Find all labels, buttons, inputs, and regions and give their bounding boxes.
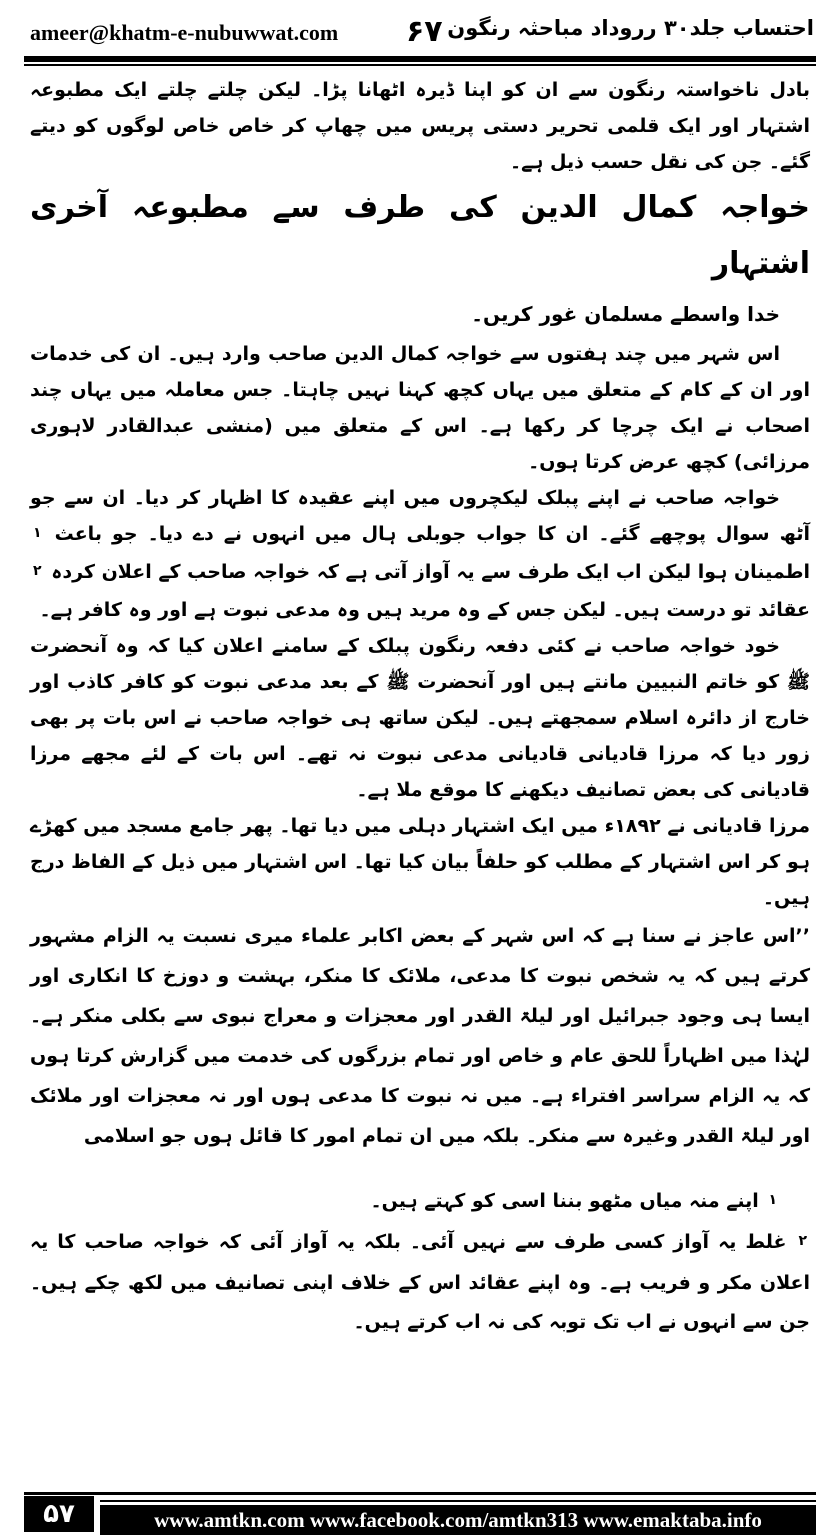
paragraph-2-part-a: خواجہ صاحب نے اپنے پبلک لیکچروں میں اپنے عقیدہ کا اظہار کر دیا۔ ان سے جو آٹھ سوال پوچھے گئے۔ ان کا جواب جوبلی ہال میں انہوں نے دے دیا۔ جو باعث [30,487,810,545]
footer-rule-top [24,1492,816,1495]
footnote-2-mark: ۲ [798,1233,807,1249]
page-body [30,72,810,1342]
footer-page-number: ۵۷ [24,1496,94,1532]
footnotes [30,1182,810,1342]
footnote-marker-2: ۲ [33,563,42,579]
paragraph-4: مرزا قادیانی نے ۱۸۹۲ء میں ایک اشتہار دہلی میں دیا تھا۔ پھر جامع مسجد میں کھڑے ہو کر اس اشتہار کے مطلب کو حلفاً بیان کیا تھا۔ اس اشتہار میں ذیل کے الفاظ درج ہیں۔ [30,815,810,909]
paragraph-3: خود خواجہ صاحب نے کئی دفعہ رنگون پبلک کے سامنے اعلان کیا کہ وہ آنحضرت ﷺ کو خاتم النبیین مانتے ہیں اور آنحضرت ﷺ کے بعد مدعی نبوت کو کافر کاذب اور خارج از دائرہ اسلام سمجھتے ہیں۔ لیکن ساتھ ہی خواجہ صاحب نے اس بات پر بھی زور دیا کہ مرزا قادیانی قادیانی مدعی نبوت نہ تھے۔ اس بات کے لئے مجھے مرزا قادیانی کی بعض تصانیف دیکھنے کا موقع ملا ہے۔ [30,635,810,801]
header-rule-thick [24,56,816,62]
page-header [28,8,816,52]
header-page-number: ۶۷ [406,14,443,49]
quoted-advertisement: ’’اس عاجز نے سنا ہے کہ اس شہر کے بعض اکابر علماء میری نسبت یہ الزام مشہور کرتے ہیں کہ یہ شخص نبوت کا مدعی، ملائک کا منکر، بہشت و دوزخ کا انکاری اور ایسا ہی وجود جبرائیل اور لیلۃ القدر اور معجزات و معراج نبوی سے بکلی منکر ہے۔ لہٰذا میں اظہاراً للحق عام و خاص اور تمام بزرگوں کی خدمت میں گزارش کرتا ہوں کہ یہ الزام سراسر افتراء ہے۔ میں نہ نبوت کا مدعی ہوں اور نہ معجزات اور ملائک اور لیلۃ القدر وغیرہ سے منکر۔ بلکہ میں ان تمام امور کا قائل ہوں جو اسلامی [30,925,810,1147]
footnote-2-text: غلط یہ آواز کسی طرف سے نہیں آئی۔ بلکہ یہ آواز آئی کہ خواجہ صاحب کا یہ اعلان مکر و فریب ہے۔ وہ اپنے عقائد اس کے خلاف اپنی تصانیف میں لکھ چکے ہیں۔ جن سے انہوں نے اب تک توبہ کی نہ اب کرتے ہیں۔ [30,1231,810,1333]
footnote-1-mark: ۱ [768,1192,777,1208]
footnote-1-text: اپنے منہ میاں مٹھو بننا اسی کو کہتے ہیں۔ [370,1190,759,1212]
section-heading: خواجہ کمال الدین کی طرف سے مطبوعہ آخری اشتہار [30,190,810,281]
footnote-2 [30,1223,810,1342]
footnote-1 [30,1182,810,1223]
paragraph-1: اس شہر میں چند ہفتوں سے خواجہ کمال الدین صاحب وارد ہیں۔ ان کی خدمات اور ان کے کام کے متعلق میں یہاں کچھ کہنا نہیں چاہتا۔ جس معاملہ میں یہاں چند اصحاب نے ایک چرچا کر رکھا ہے۔ اس کے متعلق میں (منشی عبدالقادر لاہوری مرزائی) کچھ عرض کرتا ہوں۔ [30,343,810,473]
footer-websites: www.amtkn.com www.facebook.com/amtkn313 www.emaktaba.info [100,1505,816,1535]
footer-rule-bottom [100,1500,816,1502]
header-rule-thin [24,64,816,66]
footnote-spacer [30,1156,810,1182]
paragraph-2 [30,480,810,628]
intro-paragraph: بادل ناخواستہ رنگون سے ان کو اپنا ڈیرہ اٹھانا پڑا۔ لیکن چلتے چلتے ایک مطبوعہ اشتہار اور ایک قلمی تحریر دستی پریس میں چھاپ کر خاص خاص لوگوں کو دیتے گئے۔ جن کی نقل حسب ذیل ہے۔ [30,79,810,173]
paragraph-2-part-b: اطمینان ہوا لیکن اب ایک طرف سے یہ آواز آتی ہے کہ خواجہ صاحب کے اعلان کردہ [51,561,810,583]
header-title: احتساب جلد۳۰ رروداد مباحثہ رنگون [447,16,814,40]
header-email: ameer@khatm-e-nubuwwat.com [30,20,339,45]
section-subheading: خدا واسطے مسلمان غور کریں۔ [471,302,780,326]
footnote-marker-1: ۱ [33,525,42,541]
paragraph-2-part-c: عقائد تو درست ہیں۔ لیکن جس کے وہ مرید ہیں وہ مدعی نبوت ہے اور وہ کافر ہے۔ [39,599,810,621]
